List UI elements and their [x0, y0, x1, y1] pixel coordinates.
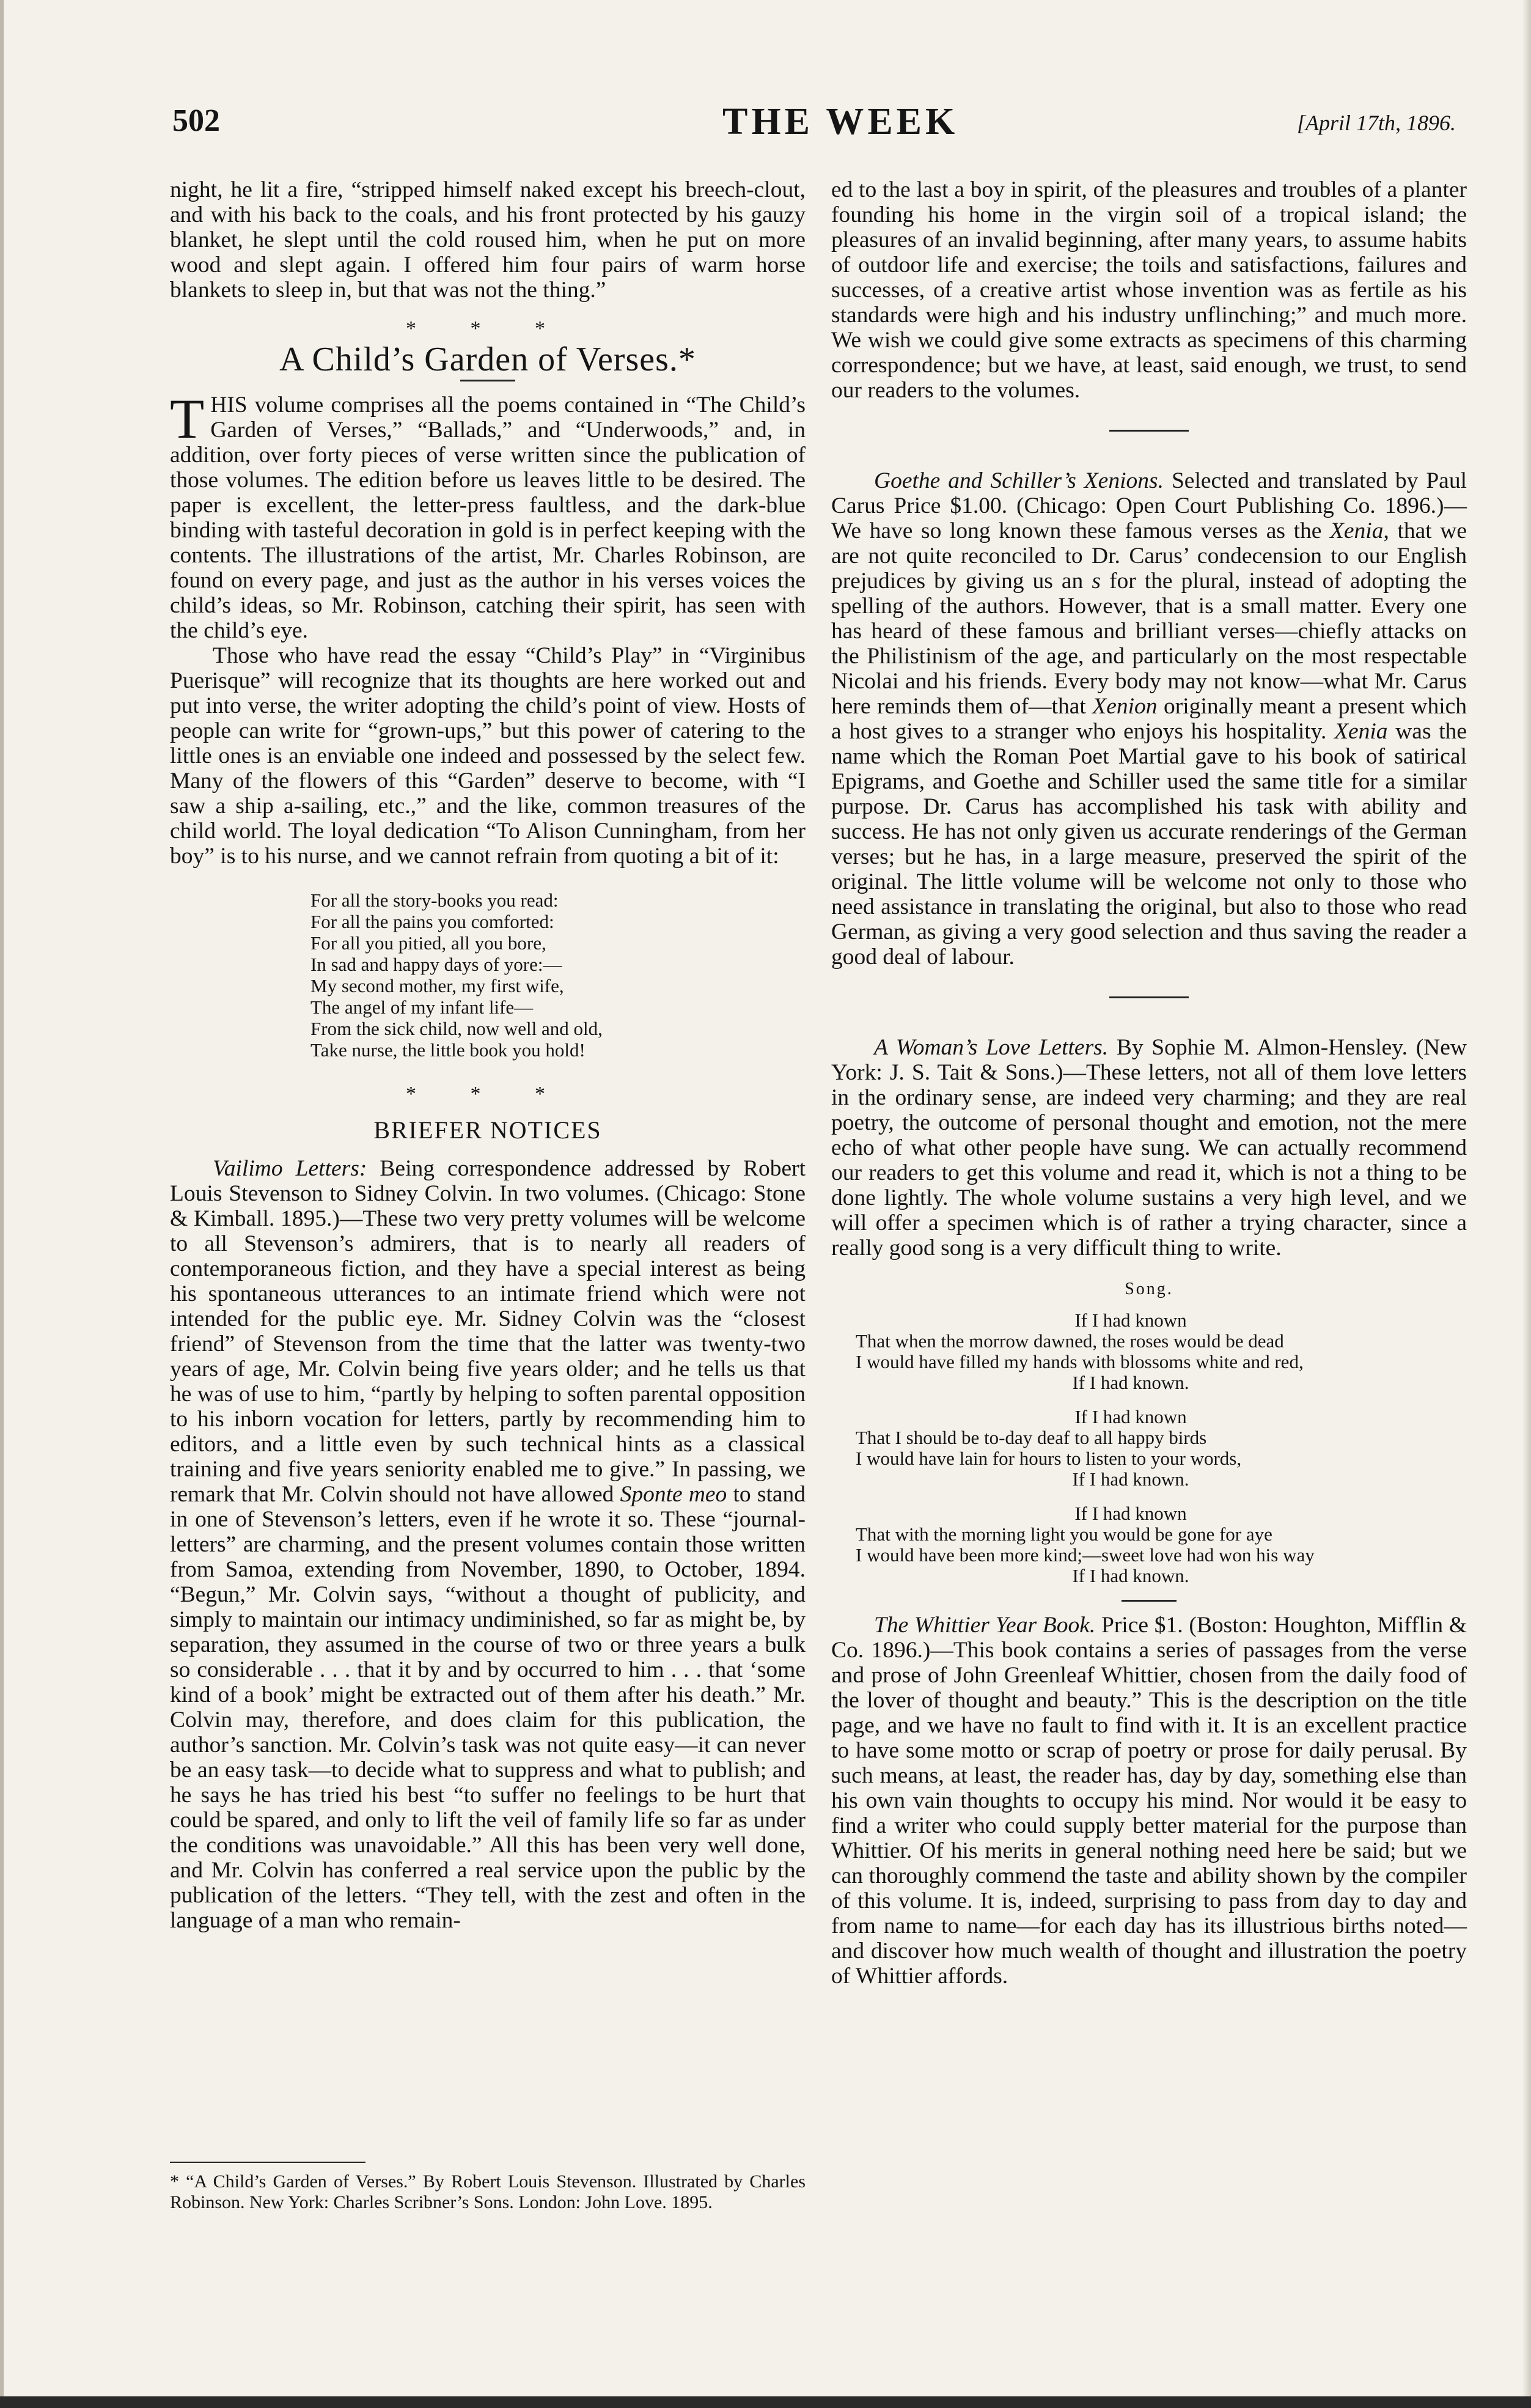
- left-column: [170, 177, 806, 1933]
- notice-rule: [1109, 430, 1189, 432]
- vailima-title: Vailimo Letters:: [213, 1156, 367, 1181]
- vailima-text-continued: to stand in one of Stevenson’s letters, even if he wrote it so. These “journal-letters” are charming, and the present volumes contain those written from Samoa, extending from November, 1890, to October, 1894. “Begun,” Mr. Colvin says, “without a thought of publicity, and simply to maintain our intimacy undiminished, so far as might be, by separation, they assumed in the course of two or three years a bulk so considerable . . . that it by and by occurred to him . . . that ‘some kind of a book’ might be extracted out of them after his death.” Mr. Colvin may, therefore, and does claim for this publication, the author’s sanction. Mr. Colvin’s task was not quite easy—it can never be an easy task—to decide what to suppress and what to publish; and he says he has tried his best “to suffer no feelings to be hurt that could be spared, and only to lift the veil of family life so far as under the conditions was unavoidable.” All this has been very well done, and Mr. Colvin has conferred a real service upon the public by the publication of the letters. “They tell, with the zest and often in the language of a man who remain-: [170, 1482, 806, 1933]
- woman-title: A Woman’s Love Letters.: [874, 1035, 1109, 1060]
- goethe-text: originally meant a present which a host gives to a stranger who enjoys his hospitality.: [831, 694, 1467, 744]
- poem-line: For all you pitied, all you bore,: [310, 932, 546, 954]
- dedication-poem: [310, 889, 806, 1061]
- page-header: [172, 103, 1456, 152]
- footnote: * “A Child’s Garden of Verses.” By Robert Louis Stevenson. Illustrated by Charles Robinson. New York: Charles Scribner’s Sons. London: John Love. 1895.: [170, 2171, 806, 2212]
- whittier-notice: [831, 1613, 1467, 1989]
- song-line: If I had known: [1074, 1309, 1187, 1331]
- poem-line: My second mother, my first wife,: [310, 975, 564, 996]
- song-line: I would have filled my hands with blossoms white and red,: [856, 1351, 1304, 1372]
- goethe-italic: Xenia: [1330, 518, 1384, 543]
- song-line: That when the morrow dawned, the roses would be dead: [856, 1330, 1284, 1352]
- article-paragraph-1: THIS volume comprises all the poems contained in “The Child’s Garden of Verses,” “Ballads,” and “Underwoods,” and, in addition, over forty pieces of verse written since the publication of those volumes. The edition before us leaves little to be desired. The paper is excellent, the letter-press faultless, and the dark-blue binding with tasteful decoration in gold is in perfect keeping with the contents. The illustrations of the artist, Mr. Charles Robinson, are found on every page, and just as the author in his verses voices the child’s ideas, so Mr. Robinson, catching their spirit, has seen with the child’s eye.: [170, 388, 806, 643]
- whittier-text: Price $1. (Boston: Houghton, Mifflin & Co. 1896.)—This book contains a series of passages from the verse and prose of John Greenleaf Whittier, chosen from the daily food of the lover of thought and beauty.” This is the description on the title page, and we have no fault to find with it. It is an excellent practice to have some motto or scrap of poetry or prose for daily perusal. By such means, at least, the reader has, day by day, something else than his own vain thoughts to occupy his mind. Nor would it be easy to find a writer who could supply better material for the purpose than Whittier. Of his merits in general nothing need here be said; but we can thoroughly commend the taste and ability shown by the compiler of this volume. It is, indeed, surprising to pass from day to day and from name to name—for each day has its illustrious births noted—and discover how much wealth of thought and illustration the poetry of Whittier affords.: [831, 1613, 1467, 1989]
- goethe-italic: Xenion: [1092, 694, 1158, 719]
- section-separator: * * *: [406, 317, 570, 340]
- song-line: I would have lain for hours to listen to your words,: [856, 1448, 1242, 1469]
- section-separator: * * *: [406, 1083, 570, 1105]
- goethe-text: Selected and translated by Paul Carus Price $1.00. (Chicago: Open Court Publishing Co. 1896.)—We have so long known these famous verses as the: [831, 468, 1467, 543]
- poem-line: For all the pains you comforted:: [310, 911, 554, 932]
- page-edge-bottom: [0, 2396, 1531, 2408]
- vailima-text: Being correspondence addressed by Robert Louis Stevenson to Sidney Colvin. In two volumes. (Chicago: Stone & Kimball. 1895.)—These two very pretty volumes will be welcome to all Stevenson’s admirers, that is to nearly all readers of contemporaneous fiction, and they have a special interest as being his spontaneous utterances to an intimate friend which were not intended for the public eye. Mr. Sidney Colvin was the “closest friend” of Stevenson from the time that the latter was twenty-two years of age, Mr. Colvin being five years older; and he tells us that he was of use to him, “partly by helping to soften parental opposition to his inborn vocation for letters, partly by recommending him to editors, and a little even by such technical hints as a classical training and five years seniority enabled me to give.” In passing, we remark that Mr. Colvin should not have allowed: [170, 1156, 806, 1507]
- song-line: If I had known: [1074, 1503, 1187, 1524]
- song-line: If I had known.: [1072, 1468, 1189, 1490]
- goethe-text: was the name which the Roman Poet Martial gave to his book of satirical Epigrams, and Goethe and Schiller used the same title for a similar purpose. Dr. Carus has accomplished his task with ability and success. He has not only given us accurate renderings of the German verses; but he has, in a large measure, preserved the spirit of the original. The little volume will be welcome not only to those who need assistance in translating the original, but also to those who read German, as giving a very good selection and thus saving the reader a good deal of labour.: [831, 719, 1467, 970]
- journal-title: THE WEEK: [722, 101, 959, 142]
- article-paragraph-2: Those who have read the essay “Child’s Play” in “Virginibus Puerisque” will recognize that its thoughts are here worked out and put into verse, the writer adopting the child’s point of view. Hosts of people can write for “grown-ups,” but this power of catering to the little ones is an enviable one indeed and possessed by the select few. Many of the flowers of this “Garden” deserve to become, with “I saw a ship a-sailing, etc.,” and the like, common treasures of the child world. The loyal dedication “To Alison Cunningham, from her boy” is to his nurse, and we cannot refrain from quoting a bit of it:: [170, 643, 806, 869]
- song-stanza: [856, 1310, 1467, 1393]
- vailima-italic-phrase: Sponte meo: [620, 1482, 727, 1507]
- song-line: That with the morning light you would be gone for aye: [856, 1523, 1272, 1545]
- goethe-italic: s: [1092, 569, 1101, 594]
- song-title: Song.: [1125, 1279, 1173, 1298]
- song-line: If I had known.: [1072, 1372, 1189, 1393]
- issue-date: [April 17th, 1896.: [1296, 111, 1456, 135]
- goethe-notice: [831, 468, 1467, 970]
- title-rule: [460, 380, 515, 381]
- song-line: If I had known: [1074, 1406, 1187, 1427]
- goethe-italic: Xenia: [1334, 719, 1388, 744]
- right-column: [831, 177, 1467, 1989]
- page-number: 502: [172, 103, 220, 138]
- goethe-text: , that we are not quite reconciled to Dr. Carus’ condecension to our English prejudices by giving us an: [831, 518, 1467, 594]
- briefer-notices-title: BRIEFER NOTICES: [373, 1116, 602, 1144]
- song-line: If I had known.: [1072, 1565, 1189, 1586]
- poem-line: The angel of my infant life—: [310, 996, 534, 1018]
- page-edge-right: [1522, 0, 1531, 2408]
- woman-notice: [831, 1035, 1467, 1261]
- whittier-title: The Whittier Year Book.: [874, 1613, 1096, 1638]
- poem-line: In sad and happy days of yore:—: [310, 954, 562, 975]
- continued-paragraph: night, he lit a fire, “stripped himself naked except his breech-clout, and with his back to the coals, and his front protected by his gauzy blanket, he slept until the cold roused him, when he put on more wood and slept again. I offered him four pairs of warm horse blankets to sleep in, but that was not the thing.”: [170, 177, 806, 303]
- goethe-title: Goethe and Schiller’s Xenions.: [874, 468, 1164, 493]
- notice-rule: [1109, 996, 1189, 998]
- poem-line: For all the story-books you read:: [310, 889, 559, 911]
- song-stanza: [856, 1407, 1467, 1490]
- page-edge-left: [0, 0, 4, 2408]
- continued-paragraph: ed to the last a boy in spirit, of the pleasures and troubles of a planter founding his home in the virgin soil of a tropical island; the pleasures of an invalid beginning, after many years, to assume habits of outdoor life and exercise; the toils and satisfactions, failures and successes, of a creative artist whose invention was as fertile as his standards were high and his industry unflinching;” and much more. We wish we could give some extracts as specimens of this charming correspondence; but we have, at least, said enough, we trust, to send our readers to the volumes.: [831, 177, 1467, 403]
- footnote-rule: [170, 2162, 365, 2163]
- song-line: I would have been more kind;—sweet love had won his way: [856, 1544, 1315, 1566]
- song-line: That I should be to-day deaf to all happy birds: [856, 1427, 1207, 1448]
- article-title: A Child’s Garden of Verses.*: [279, 341, 696, 378]
- goethe-text: for the plural, instead of adopting the spelling of the authors. However, that is a small matter. Every one has heard of these famous and brilliant verses—chiefly attacks on the Philistinism of the age, and particularly on the most respectable Nicolai and his friends. Every body may not know—what Mr. Carus here reminds them of—that: [831, 569, 1467, 719]
- vailima-notice: [170, 1156, 806, 1933]
- notice-rule: [1122, 1600, 1177, 1602]
- poem-line: From the sick child, now well and old,: [310, 1018, 603, 1039]
- woman-text: By Sophie M. Almon-Hensley. (New York: J. S. Tait & Sons.)—These letters, not all of them love letters in the ordinary sense, are indeed very charming; and they are real poetry, the outcome of personal thought and emotion, not the mere echo of what other people have sung. We can actually recommend our readers to get this volume and read it, which is not a thing to be done lightly. The whole volume sustains a very high level, and we will offer a specimen which is of rather a trying character, since a really good song is a very difficult thing to write.: [831, 1035, 1467, 1261]
- poem-line: Take nurse, the little book you hold!: [310, 1039, 586, 1061]
- song-stanza: [856, 1503, 1467, 1586]
